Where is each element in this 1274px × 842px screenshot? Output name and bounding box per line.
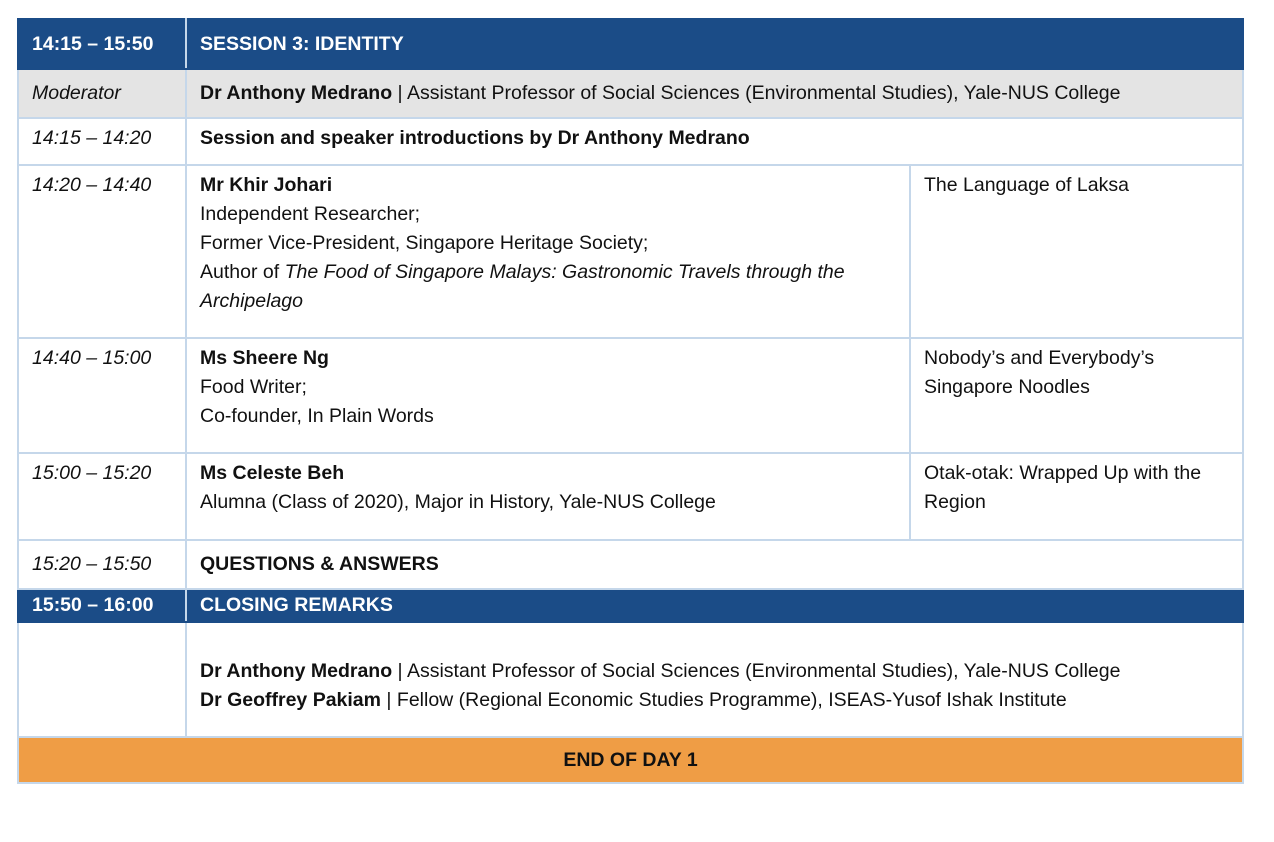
speaker-name: Ms Celeste Beh bbox=[200, 462, 345, 484]
intro-time: 14:15 – 14:20 bbox=[18, 118, 186, 165]
closing-speaker-role: Assistant Professor of Social Sciences (Environmental Studies), Yale-NUS College bbox=[406, 659, 1121, 682]
book-title: The Food of Singapore Malays: Gastronomic Travels through the Archipelago bbox=[200, 261, 845, 312]
programme-table bbox=[17, 18, 1244, 784]
session-title: SESSION 3: IDENTITY bbox=[186, 19, 1243, 69]
author-prefix: Author of bbox=[200, 261, 285, 283]
closing-speaker-name: Dr Anthony Medrano bbox=[200, 659, 393, 682]
closing-speaker-name: Dr Geoffrey Pakiam bbox=[200, 688, 381, 711]
qa-row bbox=[18, 540, 1243, 589]
qa-time: 15:20 – 15:50 bbox=[18, 540, 186, 589]
moderator-separator: | bbox=[392, 82, 407, 104]
end-of-day-label: END OF DAY 1 bbox=[18, 737, 1243, 783]
talk-time: 14:20 – 14:40 bbox=[18, 165, 186, 338]
closing-speaker bbox=[200, 657, 1229, 686]
closing-time: 15:50 – 16:00 bbox=[18, 589, 186, 622]
speaker-name: Ms Sheere Ng bbox=[200, 347, 329, 369]
talk-speaker-info bbox=[186, 165, 910, 338]
talk-title: Nobody’s and Everybody’s Singapore Noodles bbox=[910, 338, 1243, 453]
closing-speaker-separator: | bbox=[381, 688, 397, 711]
closing-empty-cell bbox=[18, 622, 186, 737]
talk-time: 14:40 – 15:00 bbox=[18, 338, 186, 453]
speaker-name: Mr Khir Johari bbox=[200, 174, 333, 196]
talk-time: 15:00 – 15:20 bbox=[18, 453, 186, 540]
closing-speakers bbox=[186, 622, 1243, 737]
talk-title: Otak-otak: Wrapped Up with the Region bbox=[910, 453, 1243, 540]
qa-text: QUESTIONS & ANSWERS bbox=[186, 540, 1243, 589]
talk-speaker-info bbox=[186, 338, 910, 453]
closing-speaker bbox=[200, 686, 1229, 715]
session-header-row bbox=[18, 19, 1243, 69]
talk-title: The Language of Laksa bbox=[910, 165, 1243, 338]
closing-speakers-row bbox=[18, 622, 1243, 737]
speaker-affiliation: Former Vice-President, Singapore Heritage Society; bbox=[200, 232, 649, 254]
speaker-affiliation: Food Writer; bbox=[200, 376, 307, 398]
closing-title: CLOSING REMARKS bbox=[186, 589, 1243, 622]
moderator-info bbox=[186, 69, 1243, 118]
moderator-role: Assistant Professor of Social Sciences (Environmental Studies), Yale-NUS College bbox=[406, 82, 1121, 104]
talk-row bbox=[18, 453, 1243, 540]
speaker-affiliation: Co-founder, In Plain Words bbox=[200, 405, 434, 427]
moderator-name: Dr Anthony Medrano bbox=[200, 82, 393, 104]
closing-speaker-role: Fellow (Regional Economic Studies Programme), ISEAS-Yusof Ishak Institute bbox=[396, 688, 1067, 711]
closing-header-row bbox=[18, 589, 1243, 622]
talk-speaker-info bbox=[186, 453, 910, 540]
intro-text: Session and speaker introductions by Dr Anthony Medrano bbox=[186, 118, 1243, 165]
talk-row bbox=[18, 165, 1243, 338]
closing-speaker-separator: | bbox=[392, 659, 407, 682]
speaker-affiliation: Alumna (Class of 2020), Major in History, Yale-NUS College bbox=[200, 491, 716, 513]
speaker-affiliation: Independent Researcher; bbox=[200, 203, 421, 225]
speaker-book-credit bbox=[200, 258, 896, 316]
moderator-row bbox=[18, 69, 1243, 118]
moderator-label: Moderator bbox=[18, 69, 186, 118]
session-time: 14:15 – 15:50 bbox=[18, 19, 186, 69]
intro-row bbox=[18, 118, 1243, 165]
talk-row bbox=[18, 338, 1243, 453]
end-of-day-row bbox=[18, 737, 1243, 783]
